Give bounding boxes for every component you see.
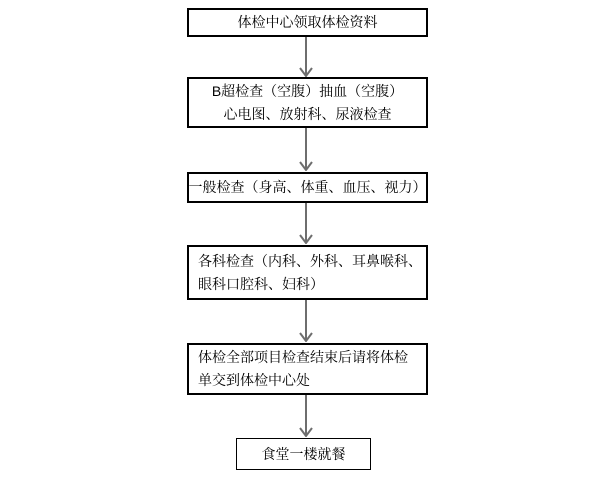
flow-node-label: 体检中心领取体检资料 [237, 14, 378, 30]
down-arrow-icon [297, 37, 315, 77]
flow-node-label: 一般检查（身高、体重、血压、视力） [188, 179, 427, 195]
flow-node-label: 各科检查（内科、外科、耳鼻喉科、 [198, 252, 422, 269]
flow-node-dining [236, 438, 371, 470]
flow-node-label: 心电图、放射科、尿液检查 [223, 105, 392, 122]
flow-node-collect-materials [187, 8, 428, 37]
down-arrow-icon [297, 395, 315, 437]
down-arrow-icon [297, 203, 315, 244]
down-arrow-icon [297, 128, 315, 171]
flow-node-label: 眼科口腔科、妇科） [198, 275, 324, 292]
flow-node-label: B超检查（空腹）抽血（空腹） [211, 82, 404, 99]
flow-node-label: 体检全部项目检查结束后请将体检 [198, 349, 408, 365]
flow-node-label: 单交到体检中心处 [198, 372, 310, 388]
flow-node-fasting-tests [187, 77, 428, 128]
flow-node-general-check [187, 172, 428, 203]
flow-node-department-checks [187, 245, 428, 300]
flow-node-submit-form [187, 343, 428, 395]
down-arrow-icon [297, 300, 315, 342]
flow-node-label: 食堂一楼就餐 [261, 445, 346, 462]
